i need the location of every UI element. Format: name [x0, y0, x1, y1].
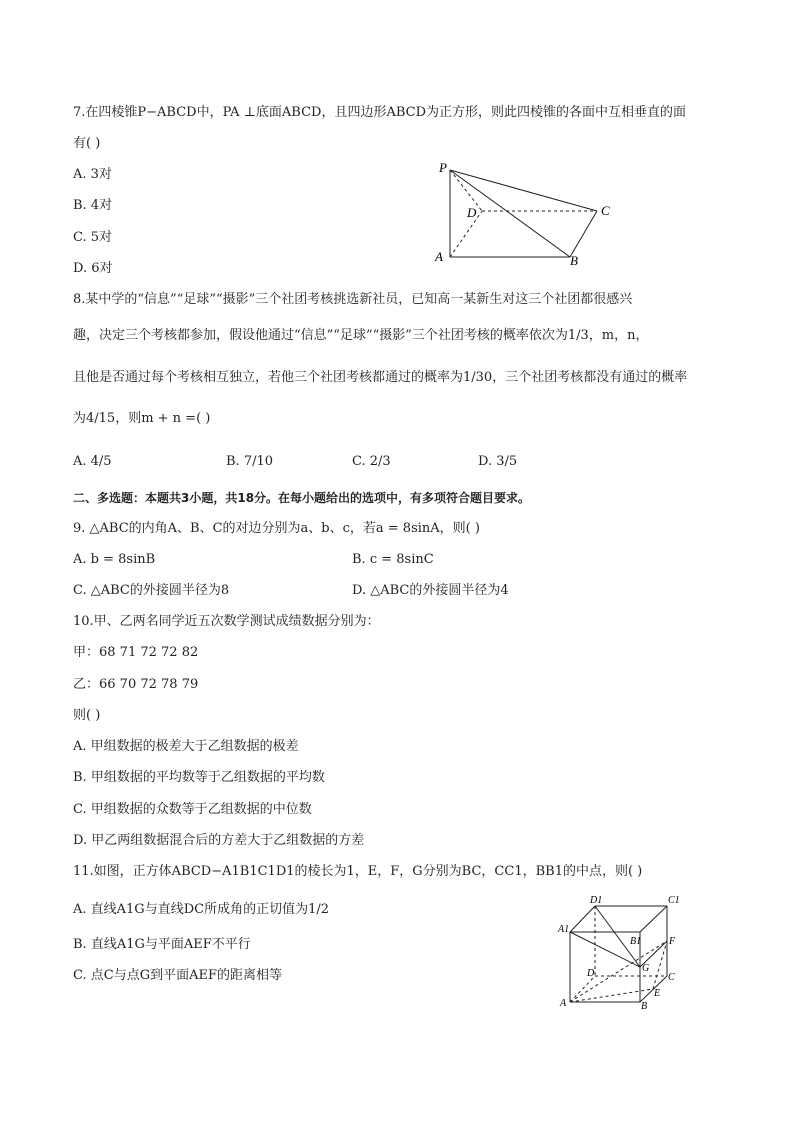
- q11-option-b: B. 直线A1G与平面AEF不平行: [73, 937, 251, 952]
- q8-stem-line4: 为4/15，则m + n =( ): [73, 411, 211, 426]
- q8-option-d: D. 3/5: [478, 454, 518, 469]
- q8-option-a: A. 4/5: [73, 454, 112, 469]
- q11-option-a: A. 直线A1G与直线DC所成角的正切值为1/2: [73, 902, 329, 917]
- label-g: G: [642, 963, 650, 974]
- label-f: F: [669, 936, 676, 947]
- q10-option-a: A. 甲组数据的极差大于乙组数据的极差: [73, 739, 299, 754]
- q10-option-b: B. 甲组数据的平均数等于乙组数据的平均数: [73, 770, 325, 785]
- section-heading: 二、多选题：本题共3小题，共18分。在每小题给出的选项中，有多项符合题目要求。: [73, 491, 531, 505]
- q8-stem-line3: 且他是否通过每个考核相互独立，若他三个社团考核都通过的概率为1/30，三个社团考核都没有通过的概率: [73, 370, 688, 385]
- q7-stem-line2: 有( ): [73, 136, 101, 151]
- q10-jia-data: 甲：68 71 72 72 82: [73, 645, 199, 660]
- q7-option-d: D. 6对: [73, 261, 113, 276]
- q7-option-a: A. 3对: [73, 167, 112, 182]
- q8-stem-line2: 趣，决定三个考核都参加，假设他通过“信息”“足球”“摄影”三个社团考核的概率依次为1/3，m，n，: [73, 328, 649, 343]
- q9-option-a: A. b = 8sinB: [73, 552, 156, 567]
- label-d: D: [587, 968, 595, 979]
- q9-stem: 9. △ABC的内角A、B、C的对边分别为a、b、c，若a = 8sinA，则( ): [73, 521, 480, 536]
- q9-option-b: B. c = 8sinC: [352, 552, 434, 567]
- q11-option-c: C. 点C与点G到平面AEF的距离相等: [73, 968, 282, 983]
- label-b: B: [641, 1001, 648, 1012]
- label-b: B: [570, 253, 578, 268]
- cube-figure: [550, 892, 690, 1012]
- q8-option-b: B. 7/10: [226, 454, 274, 469]
- q7-option-c: C. 5对: [73, 230, 113, 245]
- q7-option-b: B. 4对: [73, 198, 113, 213]
- label-b1: B1: [630, 936, 642, 947]
- q9-option-c: C. △ABC的外接圆半径为8: [73, 583, 230, 598]
- q7-stem-line1: 7.在四棱锥P−ABCD中，PA ⊥底面ABCD，且四边形ABCD为正方形，则此四棱锥的各面中互相垂直的面: [73, 105, 686, 120]
- label-a1: A1: [558, 924, 570, 935]
- q11-stem: 11.如图，正方体ABCD−A1B1C1D1的棱长为1，E，F，G分别为BC，CC1，BB1的中点，则( ): [73, 864, 643, 879]
- q10-yi-data: 乙：66 70 72 78 79: [73, 677, 199, 692]
- label-a: A: [435, 249, 443, 264]
- label-c: C: [668, 972, 675, 983]
- q8-option-c: C. 2/3: [352, 454, 391, 469]
- label-a: A: [560, 998, 567, 1009]
- q9-option-d: D. △ABC的外接圆半径为4: [352, 583, 509, 598]
- q8-stem-line1: 8.某中学的“信息”“足球”“摄影”三个社团考核挑选新社员，已知高一某新生对这三个社团都很感兴: [73, 292, 633, 307]
- q10-option-d: D. 甲乙两组数据混合后的方差大于乙组数据的方差: [73, 833, 365, 848]
- q10-ze: 则( ): [73, 708, 101, 723]
- pyramid-figure: [425, 155, 625, 270]
- label-c1: C1: [668, 895, 680, 906]
- label-p: P: [439, 160, 447, 175]
- label-d: D: [467, 205, 477, 220]
- label-d1: D1: [590, 895, 603, 906]
- label-c: C: [601, 203, 610, 218]
- label-e: E: [654, 988, 661, 999]
- q10-stem: 10.甲、乙两名同学近五次数学测试成绩数据分别为：: [73, 614, 380, 629]
- q10-option-c: C. 甲组数据的众数等于乙组数据的中位数: [73, 802, 312, 817]
